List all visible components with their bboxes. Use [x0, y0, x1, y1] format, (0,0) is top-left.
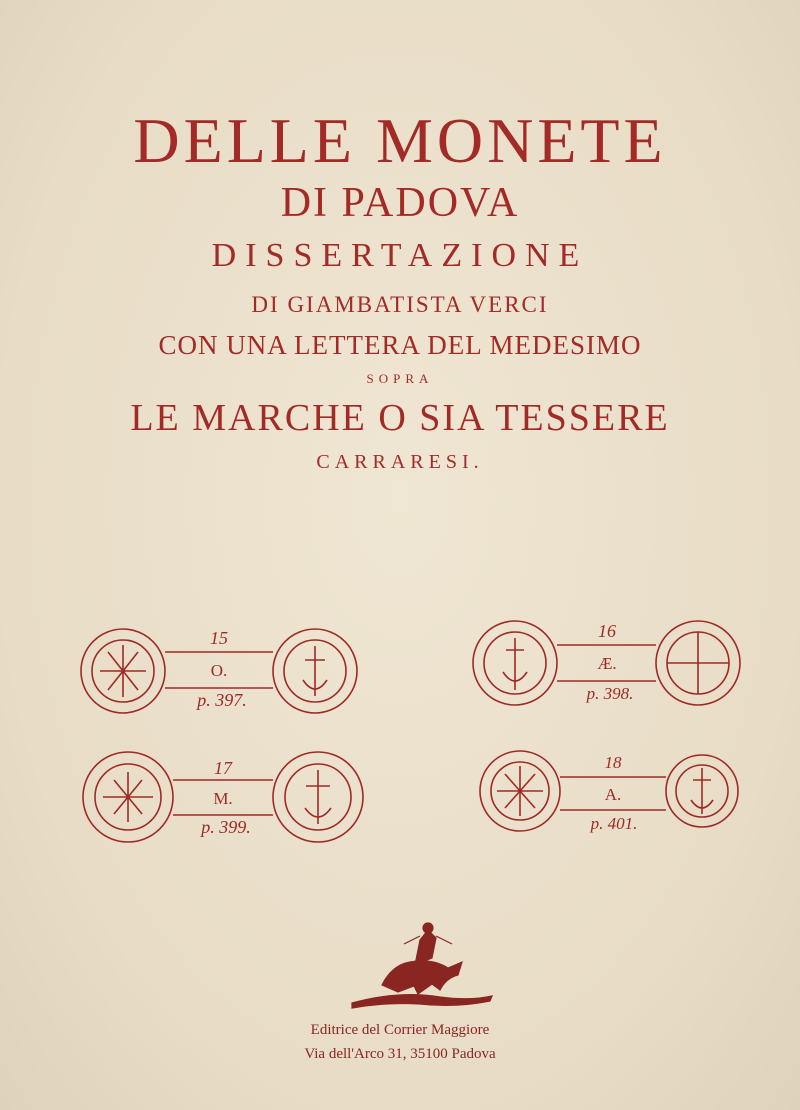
plate-page: p. 399. — [201, 817, 251, 837]
plate-metal: O. — [210, 661, 228, 680]
plate-metal: A. — [604, 785, 622, 804]
title-line-dissertazione: DISSERTAZIONE — [211, 237, 589, 274]
title-line-delle-monete: DELLE MONETE — [133, 105, 667, 176]
plate-number: 16 — [598, 621, 616, 641]
title-line-marche: LE MARCHE O SIA TESSERE — [130, 397, 670, 439]
plate-number: 17 — [214, 758, 232, 778]
title-line-lettera: CON UNA LETTERA DEL MEDESIMO — [158, 330, 642, 360]
publisher-name: Editrice del Corrier Maggiore — [310, 1022, 490, 1038]
publisher-address: Via dell'Arco 31, 35100 Padova — [304, 1046, 496, 1062]
title-line-author: DI GIAMBATISTA VERCI — [251, 292, 549, 317]
title-line-sopra: SOPRA — [366, 371, 434, 386]
plate-page: p. 398. — [586, 684, 634, 703]
title-line-di-padova: DI PADOVA — [280, 180, 520, 226]
plate-number: 18 — [604, 753, 622, 772]
plate-page: p. 397. — [197, 690, 247, 710]
plate-page: p. 401. — [590, 814, 638, 833]
title-line-carraresi: CARRARESI. — [316, 451, 484, 473]
publisher-block — [0, 1018, 800, 1066]
plate-number: 15 — [210, 628, 228, 648]
horse-rider-emblem-icon — [352, 923, 492, 1008]
plate-metal: M. — [213, 789, 233, 808]
plate-metal: Æ. — [597, 654, 617, 673]
